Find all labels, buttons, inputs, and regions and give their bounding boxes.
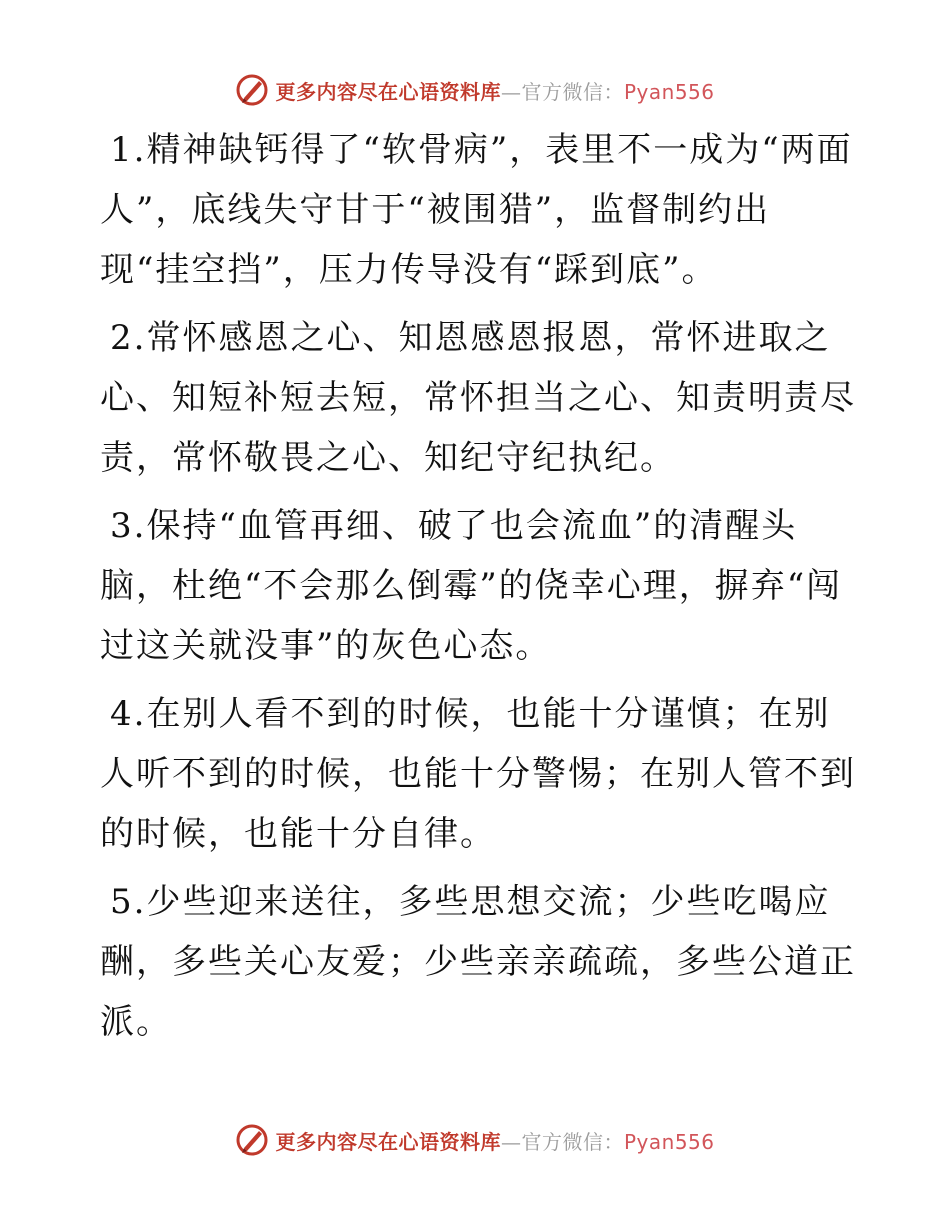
watermark-main-text: 更多内容尽在心语资料库 <box>275 79 501 104</box>
watermark-footer <box>0 1120 950 1160</box>
paragraph-text: 精神缺钙得了“软骨病”，表里不一成为“两面人”，底线失守甘于“被围猎”，监督制约出现“挂空挡”，压力传导没有“踩到底”。 <box>100 130 853 290</box>
paragraph-text: 在别人看不到的时候，也能十分谨慎；在别人听不到的时候，也能十分警惕；在别人管不到的时候，也能十分自律。 <box>100 694 856 854</box>
pen-logo-icon <box>235 73 269 107</box>
paragraph-text: 少些迎来送往，多些思想交流；少些吃喝应酬，多些关心友爱；少些亲亲疏疏，多些公道正派。 <box>100 882 856 1042</box>
paragraph-1 <box>100 120 860 300</box>
watermark-dash: — <box>500 79 522 104</box>
paragraph-3 <box>100 496 860 676</box>
watermark-dash: — <box>500 1129 522 1154</box>
watermark-label: 官方微信： <box>521 79 624 104</box>
paragraph-2 <box>100 308 860 488</box>
watermark-label: 官方微信： <box>521 1129 624 1154</box>
watermark-wechat-id: Pyan556 <box>623 79 715 104</box>
paragraph-number: 4. <box>110 694 147 734</box>
watermark-header <box>0 70 950 110</box>
pen-logo-icon <box>235 1123 269 1157</box>
paragraph-number: 2. <box>110 318 147 358</box>
paragraph-number: 3. <box>110 506 147 546</box>
paragraph-number: 1. <box>110 130 147 170</box>
watermark-main-text: 更多内容尽在心语资料库 <box>275 1129 501 1154</box>
watermark-text <box>275 76 714 105</box>
document-body <box>100 120 860 1060</box>
paragraph-text: 保持“血管再细、破了也会流血”的清醒头脑，杜绝“不会那么倒霉”的侥幸心理，摒弃“闯过这关就没事”的灰色心态。 <box>100 506 843 666</box>
watermark-wechat-id: Pyan556 <box>623 1129 715 1154</box>
paragraph-text: 常怀感恩之心、知恩感恩报恩，常怀进取之心、知短补短去短，常怀担当之心、知责明责尽责，常怀敬畏之心、知纪守纪执纪。 <box>100 318 856 478</box>
paragraph-5 <box>100 872 860 1052</box>
paragraph-4 <box>100 684 860 864</box>
watermark-text <box>275 1126 714 1155</box>
paragraph-number: 5. <box>110 882 147 922</box>
